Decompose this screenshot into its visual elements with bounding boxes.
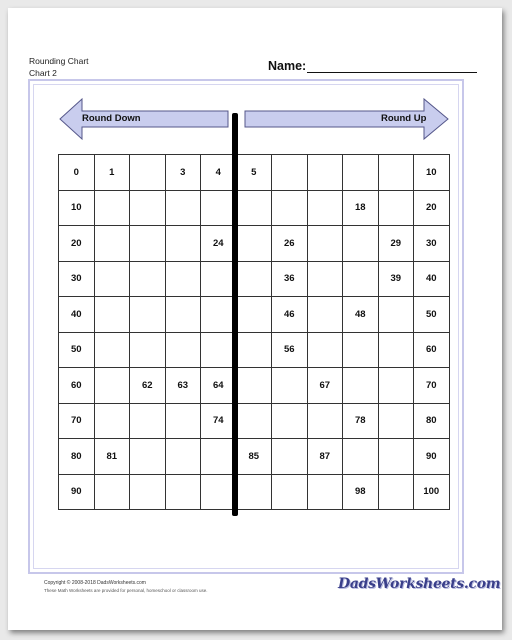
grid-cell [343, 155, 379, 191]
grid-cell [130, 403, 166, 439]
grid-cell [378, 297, 414, 333]
grid-cell: 67 [307, 368, 343, 404]
grid-cell: 1 [94, 155, 130, 191]
grid-cell [272, 474, 308, 510]
grid-cell [94, 297, 130, 333]
grid-cell [307, 261, 343, 297]
grid-cell [130, 155, 166, 191]
grid-cell [94, 368, 130, 404]
grid-cell: 60 [414, 332, 450, 368]
grid-cell: 85 [236, 439, 272, 475]
grid-cell [378, 190, 414, 226]
grid-cell [307, 226, 343, 262]
grid-cell [343, 368, 379, 404]
grid-cell: 4 [201, 155, 237, 191]
grid-cell [343, 439, 379, 475]
grid-cell [94, 226, 130, 262]
grid-cell [94, 332, 130, 368]
grid-cell [165, 403, 201, 439]
grid-cell [307, 332, 343, 368]
grid-row [59, 261, 450, 297]
name-label: Name: [268, 59, 307, 73]
grid-cell [165, 261, 201, 297]
grid-cell: 50 [414, 297, 450, 333]
grid-cell: 50 [59, 332, 95, 368]
grid-cell [307, 297, 343, 333]
grid-cell: 80 [414, 403, 450, 439]
grid-cell [201, 297, 237, 333]
grid-cell [165, 297, 201, 333]
grid-cell [236, 368, 272, 404]
grid-row [59, 190, 450, 226]
grid-cell: 64 [201, 368, 237, 404]
grid-cell [236, 261, 272, 297]
grid-cell: 36 [272, 261, 308, 297]
grid-cell: 70 [59, 403, 95, 439]
grid-row [59, 439, 450, 475]
grid-cell: 20 [414, 190, 450, 226]
grid-cell [378, 403, 414, 439]
grid-cell [236, 190, 272, 226]
grid-cell: 48 [343, 297, 379, 333]
grid-row [59, 332, 450, 368]
grid-cell [94, 190, 130, 226]
name-field [268, 59, 477, 73]
grid-cell [201, 332, 237, 368]
grid-row [59, 155, 450, 191]
grid-cell: 5 [236, 155, 272, 191]
grid-cell [201, 190, 237, 226]
grid-cell: 90 [414, 439, 450, 475]
grid-cell [343, 261, 379, 297]
dadsworksheets-logo: DadsWorksheets.com [338, 576, 501, 592]
grid-cell [272, 368, 308, 404]
grid-cell [201, 474, 237, 510]
grid-cell [130, 190, 166, 226]
grid-cell [378, 155, 414, 191]
grid-cell: 26 [272, 226, 308, 262]
grid-cell: 98 [343, 474, 379, 510]
grid-row [59, 297, 450, 333]
rounding-divider [232, 113, 238, 516]
grid-cell: 40 [59, 297, 95, 333]
grid-cell [236, 403, 272, 439]
grid-cell [94, 403, 130, 439]
worksheet-subtitle: Chart 2 [29, 68, 57, 78]
grid-cell [378, 332, 414, 368]
grid-cell [343, 332, 379, 368]
grid-cell [130, 297, 166, 333]
grid-cell [236, 332, 272, 368]
grid-cell [272, 403, 308, 439]
grid-cell [343, 226, 379, 262]
grid-cell: 20 [59, 226, 95, 262]
grid-cell: 24 [201, 226, 237, 262]
grid-row [59, 403, 450, 439]
grid-cell: 0 [59, 155, 95, 191]
grid-cell [165, 474, 201, 510]
round-up-label: Round Up [381, 113, 427, 124]
grid-cell [165, 190, 201, 226]
grid-cell [307, 155, 343, 191]
grid-cell [201, 261, 237, 297]
grid-cell [272, 190, 308, 226]
grid-cell: 56 [272, 332, 308, 368]
grid-row [59, 474, 450, 510]
grid-cell: 39 [378, 261, 414, 297]
grid-cell [130, 226, 166, 262]
hundred-chart-grid [58, 154, 450, 510]
grid-cell: 29 [378, 226, 414, 262]
grid-cell [165, 332, 201, 368]
grid-cell [201, 439, 237, 475]
grid-cell [236, 297, 272, 333]
grid-cell [307, 190, 343, 226]
grid-cell: 100 [414, 474, 450, 510]
grid-cell [165, 226, 201, 262]
rounding-arrows [48, 96, 456, 142]
grid-cell [272, 155, 308, 191]
grid-cell: 63 [165, 368, 201, 404]
grid-cell [130, 439, 166, 475]
grid-cell: 30 [59, 261, 95, 297]
grid-cell [378, 439, 414, 475]
round-down-label: Round Down [82, 113, 141, 124]
grid-row [59, 368, 450, 404]
worksheet-title: Rounding Chart [29, 56, 89, 66]
grid-cell: 62 [130, 368, 166, 404]
grid-cell [130, 332, 166, 368]
grid-cell: 87 [307, 439, 343, 475]
grid-cell: 74 [201, 403, 237, 439]
grid-cell: 10 [59, 190, 95, 226]
grid-cell: 40 [414, 261, 450, 297]
grid-cell [378, 368, 414, 404]
name-line [307, 61, 477, 73]
usage-text: These Math Worksheets are provided for personal, homeschool or classroom use. [44, 588, 208, 593]
grid-cell [378, 474, 414, 510]
grid-cell: 60 [59, 368, 95, 404]
grid-cell [94, 261, 130, 297]
grid-cell: 81 [94, 439, 130, 475]
grid-cell [272, 439, 308, 475]
grid-cell [165, 439, 201, 475]
grid-cell: 46 [272, 297, 308, 333]
grid-cell [94, 474, 130, 510]
grid-cell [130, 474, 166, 510]
grid-cell: 3 [165, 155, 201, 191]
grid-cell [307, 403, 343, 439]
grid-cell: 30 [414, 226, 450, 262]
grid-cell [307, 474, 343, 510]
copyright-text: Copyright © 2008-2018 DadsWorksheets.com [44, 580, 146, 586]
grid-cell [236, 226, 272, 262]
grid-cell: 18 [343, 190, 379, 226]
grid-cell: 78 [343, 403, 379, 439]
grid-cell: 80 [59, 439, 95, 475]
grid-row [59, 226, 450, 262]
grid-cell [236, 474, 272, 510]
grid-cell [130, 261, 166, 297]
grid-cell: 70 [414, 368, 450, 404]
grid-cell: 10 [414, 155, 450, 191]
grid-cell: 90 [59, 474, 95, 510]
